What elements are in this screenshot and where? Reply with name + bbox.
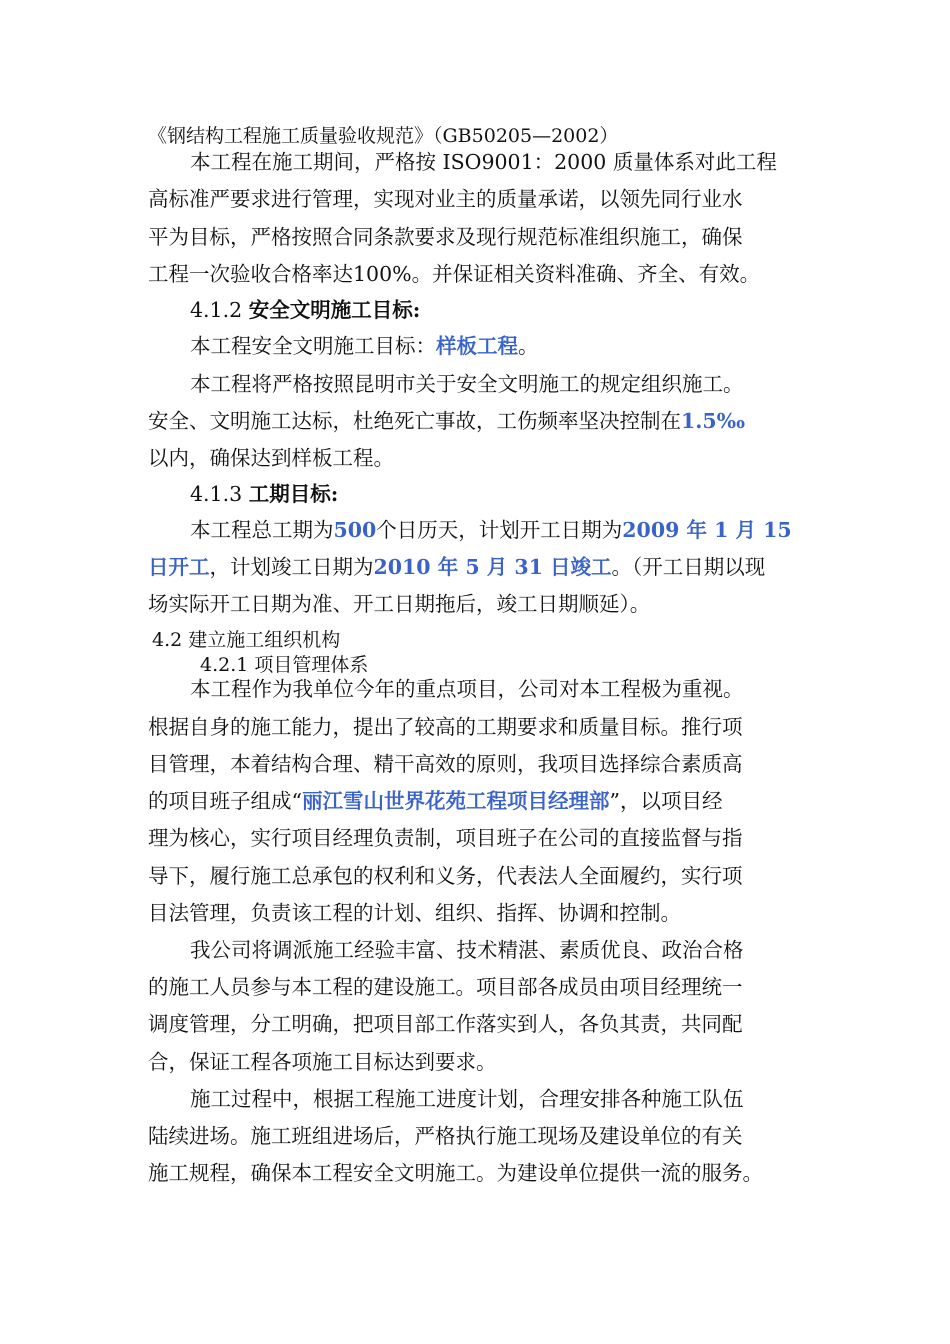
section-4-1-2-heading — [190, 298, 420, 322]
quality-line-4: 工程一次验收合格率达100%。并保证相关资料准确、齐全、有效。 — [148, 262, 761, 286]
safety-target-value: 样板工程 — [436, 334, 518, 358]
schedule-suffix: 。（开工日期以现 — [611, 555, 766, 579]
schedule-mid: 个日历天，计划开工日期为 — [376, 518, 623, 542]
org-line-3: 目管理，本着结构合理、精干高效的原则，我项目选择综合素质高 — [148, 752, 743, 776]
start-date-part-2: 日开工 — [148, 555, 210, 579]
org-line-4 — [148, 789, 722, 813]
safety-text-line-3: 以内，确保达到样板工程。 — [148, 446, 394, 470]
process-line-2: 陆续进场。施工班组进场后，严格执行施工现场及建设单位的有关 — [148, 1124, 743, 1148]
org-line-1: 本工程作为我单位今年的重点项目，公司对本工程极为重视。 — [190, 677, 744, 701]
org-line-4-prefix: 的项目班子组成“ — [148, 789, 302, 813]
section-number: 4.1.2 — [190, 298, 243, 322]
safety-text-line-1: 本工程将严格按照昆明市关于安全文明施工的规定组织施工。 — [190, 372, 744, 396]
safety-target-suffix: 。 — [518, 334, 539, 358]
schedule-line-3: 场实际开工日期为准、开工日期拖后，竣工日期顺延）。 — [148, 592, 651, 616]
section-title: 安全文明施工目标: — [248, 298, 421, 322]
safety-text-line-2 — [148, 409, 745, 433]
schedule-line-1 — [190, 518, 792, 542]
schedule-mid-2: ，计划竣工日期为 — [209, 555, 374, 579]
quality-line-2: 高标准严要求进行管理，实现对业主的质量承诺，以领先同行业水 — [148, 187, 743, 211]
duration-days: 500 — [333, 518, 377, 542]
org-line-2: 根据自身的施工能力，提出了较高的工期要求和质量目标。推行项 — [148, 715, 743, 739]
staff-line-3: 调度管理，分工明确，把项目部工作落实到人，各负其责，共同配 — [148, 1012, 743, 1036]
safety-target-prefix: 本工程安全文明施工目标： — [190, 334, 436, 358]
staff-line-1: 我公司将调派施工经验丰富、技术精湛、素质优良、政治合格 — [190, 938, 744, 962]
section-4-2-1-heading: 4.2.1 项目管理体系 — [200, 654, 369, 676]
schedule-prefix: 本工程总工期为 — [190, 518, 334, 542]
injury-rate: 1.5‰ — [681, 409, 746, 433]
quality-line-3: 平为目标，严格按照合同条款要求及现行规范标准组织施工，确保 — [148, 225, 743, 249]
org-line-6: 导下，履行施工总承包的权利和义务，代表法人全面履约，实行项 — [148, 864, 743, 888]
staff-line-4: 合，保证工程各项施工目标达到要求。 — [148, 1050, 497, 1074]
quality-line-1: 本工程在施工期间，严格按 ISO9001：2000 质量体系对此工程 — [190, 150, 777, 174]
schedule-line-2 — [148, 555, 765, 579]
section-4-2-heading: 4.2 建立施工组织机构 — [152, 629, 341, 651]
standard-reference: 《钢结构工程施工质量验收规范》（GB50205—2002） — [148, 125, 619, 147]
process-line-3: 施工规程，确保本工程安全文明施工。为建设单位提供一流的服务。 — [148, 1161, 763, 1185]
org-line-7: 目法管理，负责该工程的计划、组织、指挥、协调和控制。 — [148, 901, 681, 925]
org-line-5: 理为核心，实行项目经理负责制，项目班子在公司的直接监督与指 — [148, 826, 743, 850]
process-line-1: 施工过程中，根据工程施工进度计划，合理安排各种施工队伍 — [190, 1087, 744, 1111]
completion-date: 2010 年 5 月 31 日竣工 — [373, 555, 612, 579]
project-department-name: 丽江雪山世界花苑工程项目经理部 — [301, 789, 610, 813]
section-number: 4.1.3 — [190, 482, 243, 506]
safety-text-line-2-prefix: 安全、文明施工达标，杜绝死亡事故，工伤频率坚决控制在 — [148, 409, 681, 433]
start-date-part-1: 2009 年 1 月 15 — [622, 518, 792, 542]
section-title: 工期目标: — [248, 482, 339, 506]
staff-line-2: 的施工人员参与本工程的建设施工。项目部各成员由项目经理统一 — [148, 975, 743, 999]
section-4-1-3-heading — [190, 482, 338, 506]
org-line-4-suffix: ”，以项目经 — [609, 789, 723, 813]
safety-target-line — [190, 334, 539, 358]
